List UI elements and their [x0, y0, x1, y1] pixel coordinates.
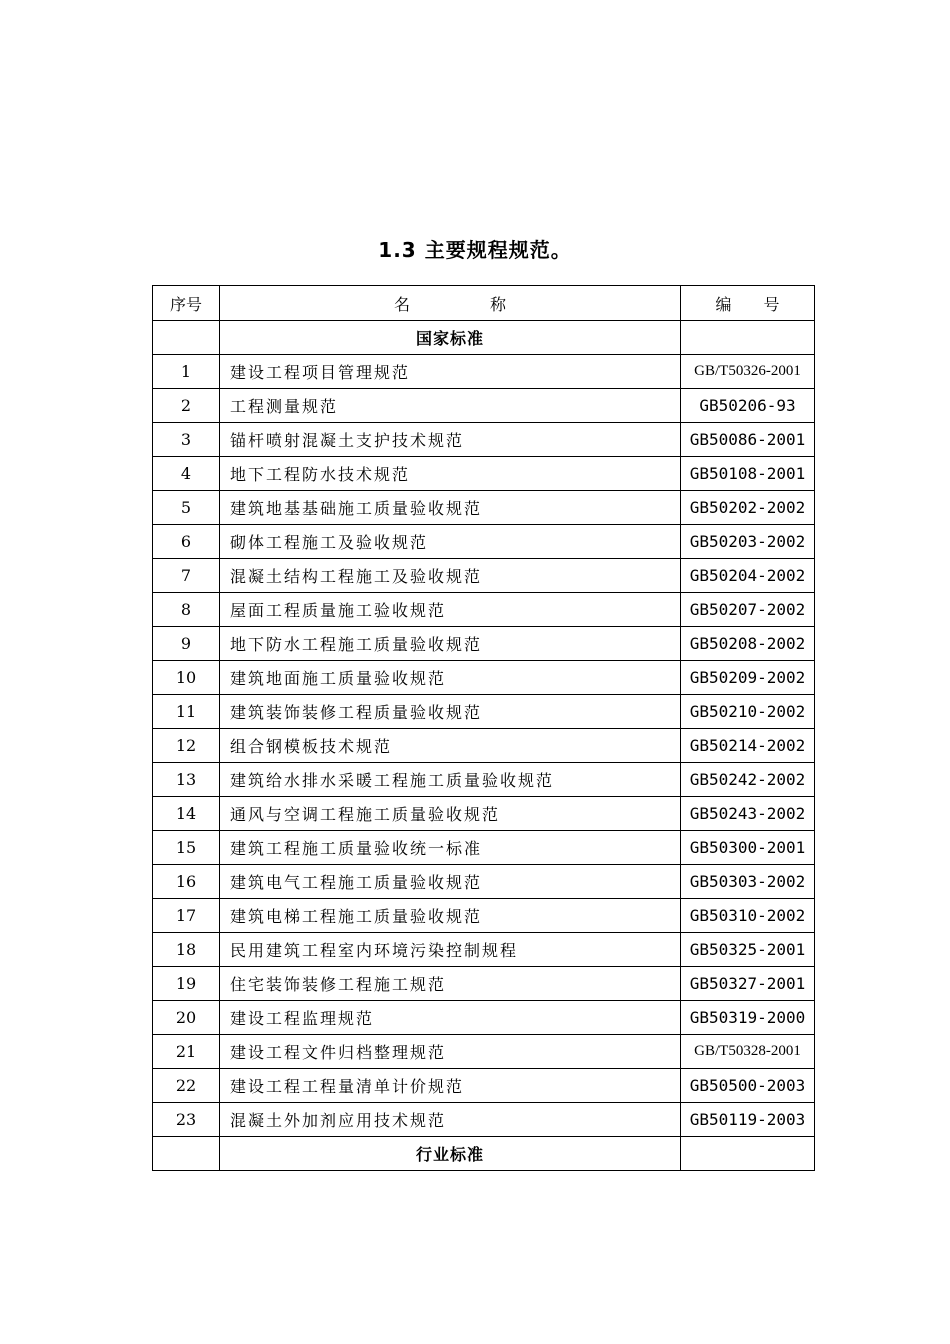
row-seq: 7	[153, 559, 220, 593]
row-seq: 13	[153, 763, 220, 797]
row-standard-code: GB50208-2002	[681, 627, 815, 661]
table-row	[153, 899, 815, 933]
row-standard-code: GB50203-2002	[681, 525, 815, 559]
table-row	[153, 355, 815, 389]
row-standard-code: GB50209-2002	[681, 661, 815, 695]
row-standard-code: GB50300-2001	[681, 831, 815, 865]
header-seq: 序号	[153, 286, 220, 321]
table-row	[153, 797, 815, 831]
table-row	[153, 525, 815, 559]
table-row	[153, 423, 815, 457]
row-standard-code: GB50108-2001	[681, 457, 815, 491]
header-code: 编 号	[681, 286, 815, 321]
row-standard-code: GB50207-2002	[681, 593, 815, 627]
row-standard-name: 地下工程防水技术规范	[220, 457, 681, 491]
row-standard-code: GB50310-2002	[681, 899, 815, 933]
section-empty-code	[681, 1137, 815, 1171]
row-standard-code: GB50243-2002	[681, 797, 815, 831]
row-standard-code: GB50204-2002	[681, 559, 815, 593]
row-seq: 2	[153, 389, 220, 423]
table-row	[153, 695, 815, 729]
row-standard-code: GB50319-2000	[681, 1001, 815, 1035]
row-seq: 6	[153, 525, 220, 559]
row-seq: 11	[153, 695, 220, 729]
row-standard-name: 通风与空调工程施工质量验收规范	[220, 797, 681, 831]
table-row	[153, 627, 815, 661]
row-standard-code: GB50325-2001	[681, 933, 815, 967]
section-empty-code	[681, 321, 815, 355]
row-standard-code: GB50242-2002	[681, 763, 815, 797]
row-standard-code: GB/T50326-2001	[681, 355, 815, 389]
row-seq: 1	[153, 355, 220, 389]
section-empty-seq	[153, 1137, 220, 1171]
row-standard-name: 混凝土外加剂应用技术规范	[220, 1103, 681, 1137]
row-seq: 21	[153, 1035, 220, 1069]
table-row	[153, 389, 815, 423]
row-standard-name: 地下防水工程施工质量验收规范	[220, 627, 681, 661]
row-standard-code: GB50500-2003	[681, 1069, 815, 1103]
table-row	[153, 1069, 815, 1103]
row-standard-code: GB50214-2002	[681, 729, 815, 763]
row-seq: 14	[153, 797, 220, 831]
row-standard-name: 建筑装饰装修工程质量验收规范	[220, 695, 681, 729]
row-seq: 19	[153, 967, 220, 1001]
row-seq: 15	[153, 831, 220, 865]
row-standard-code: GB/T50328-2001	[681, 1035, 815, 1069]
row-seq: 22	[153, 1069, 220, 1103]
row-standard-name: 民用建筑工程室内环境污染控制规程	[220, 933, 681, 967]
table-row	[153, 729, 815, 763]
row-standard-name: 锚杆喷射混凝土支护技术规范	[220, 423, 681, 457]
row-standard-name: 建筑给水排水采暖工程施工质量验收规范	[220, 763, 681, 797]
header-name: 名 称	[220, 286, 681, 321]
table-row	[153, 831, 815, 865]
row-standard-code: GB50210-2002	[681, 695, 815, 729]
row-standard-code: GB50119-2003	[681, 1103, 815, 1137]
page-title: 1.3 主要规程规范。	[378, 238, 572, 262]
row-seq: 23	[153, 1103, 220, 1137]
row-seq: 12	[153, 729, 220, 763]
table-row	[153, 1001, 815, 1035]
table-row	[153, 763, 815, 797]
table-row	[153, 1035, 815, 1069]
table-row	[153, 967, 815, 1001]
row-seq: 20	[153, 1001, 220, 1035]
table-header-row	[153, 286, 815, 321]
row-standard-name: 建设工程工程量清单计价规范	[220, 1069, 681, 1103]
row-seq: 18	[153, 933, 220, 967]
section-empty-seq	[153, 321, 220, 355]
row-seq: 4	[153, 457, 220, 491]
section-title-national: 国家标准	[220, 321, 681, 355]
table-row	[153, 933, 815, 967]
row-standard-name: 建筑工程施工质量验收统一标准	[220, 831, 681, 865]
row-standard-name: 建设工程项目管理规范	[220, 355, 681, 389]
section-title-industry: 行业标准	[220, 1137, 681, 1171]
section-row-national	[153, 321, 815, 355]
row-standard-name: 建设工程文件归档整理规范	[220, 1035, 681, 1069]
row-seq: 8	[153, 593, 220, 627]
row-standard-code: GB50206-93	[681, 389, 815, 423]
row-seq: 5	[153, 491, 220, 525]
standards-table	[152, 285, 815, 1171]
row-seq: 17	[153, 899, 220, 933]
row-standard-name: 建筑电气工程施工质量验收规范	[220, 865, 681, 899]
row-standard-name: 住宅装饰装修工程施工规范	[220, 967, 681, 1001]
row-standard-name: 建筑地基基础施工质量验收规范	[220, 491, 681, 525]
table-row	[153, 1103, 815, 1137]
section-row-industry	[153, 1137, 815, 1171]
row-seq: 3	[153, 423, 220, 457]
row-standard-name: 工程测量规范	[220, 389, 681, 423]
table-row	[153, 559, 815, 593]
row-seq: 10	[153, 661, 220, 695]
row-standard-code: GB50327-2001	[681, 967, 815, 1001]
row-seq: 9	[153, 627, 220, 661]
table-row	[153, 457, 815, 491]
table-row	[153, 491, 815, 525]
table-row	[153, 661, 815, 695]
row-standard-name: 屋面工程质量施工验收规范	[220, 593, 681, 627]
row-standard-name: 组合钢模板技术规范	[220, 729, 681, 763]
row-seq: 16	[153, 865, 220, 899]
row-standard-name: 建筑地面施工质量验收规范	[220, 661, 681, 695]
table-row	[153, 593, 815, 627]
row-standard-code: GB50086-2001	[681, 423, 815, 457]
row-standard-code: GB50303-2002	[681, 865, 815, 899]
row-standard-name: 建筑电梯工程施工质量验收规范	[220, 899, 681, 933]
standards-table-body	[153, 286, 815, 1171]
table-row	[153, 865, 815, 899]
row-standard-name: 砌体工程施工及验收规范	[220, 525, 681, 559]
row-standard-name: 混凝土结构工程施工及验收规范	[220, 559, 681, 593]
row-standard-code: GB50202-2002	[681, 491, 815, 525]
row-standard-name: 建设工程监理规范	[220, 1001, 681, 1035]
